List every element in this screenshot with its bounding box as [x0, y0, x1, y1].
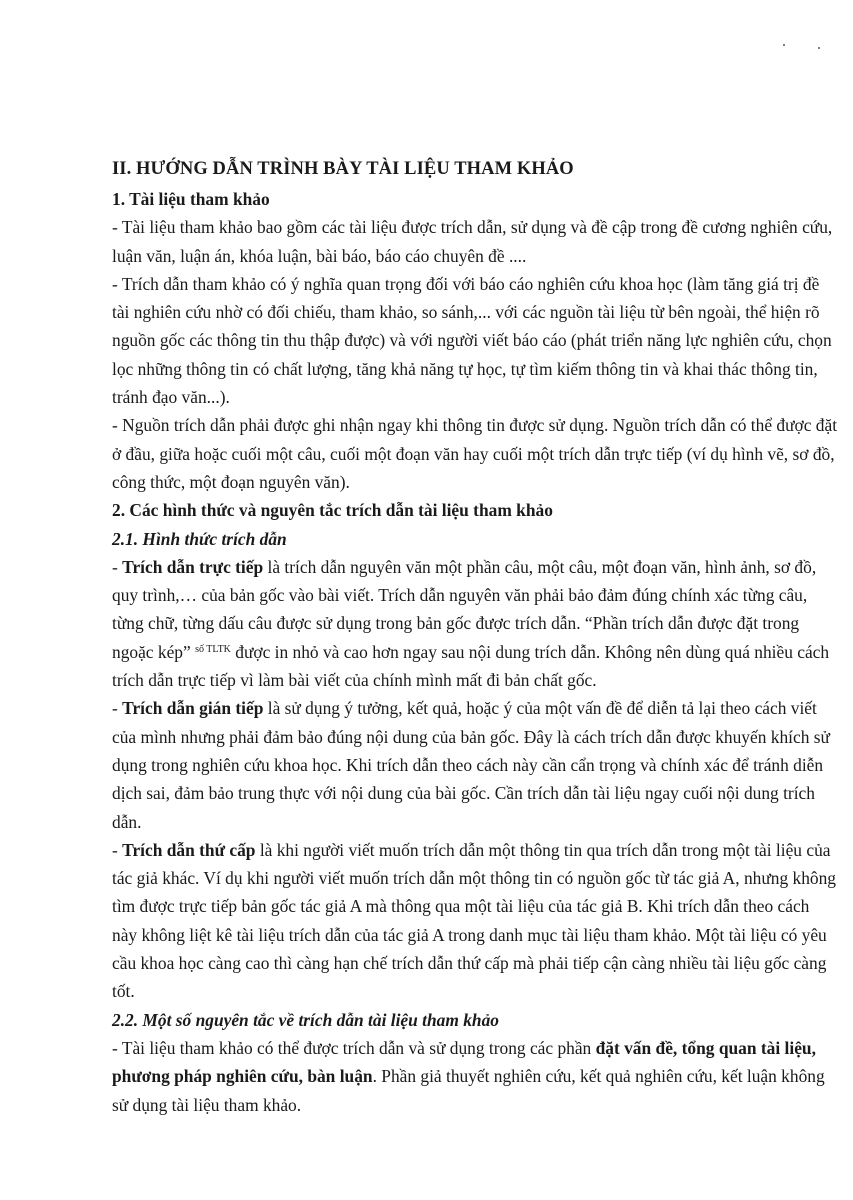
secondary-text: là khi người viết muốn trích dẫn một thông tin qua trích dẫn trong một tài liệu của tác giả khác. Ví dụ khi người viết muốn trích dẫn một thông tin có nguồn gốc từ tác giả A, nhưng không tìm được trực tiếp bản gốc tác giả A mà thông qua một tài liệu của tác giả B. Khi trích dẫn theo cách này không liệt kê tài liệu trích dẫn của tác giả A trong danh mục tài liệu tham khảo. Một tài liệu có yêu cầu khoa học càng cao thì càng hạn chế trích dẫn thứ cấp mà phải tiếp cận càng nhiều tài liệu gốc càng tốt.: [112, 839, 836, 1002]
principle-text-a: - Tài liệu tham khảo có thể được trích dẫn và sử dụng trong các phần: [112, 1037, 596, 1058]
paragraph-definition: - Tài liệu tham khảo bao gồm các tài liệu được trích dẫn, sử dụng và đề cập trong đề cương nghiên cứu, luận văn, luận án, khóa luận, bài báo, báo cáo chuyên đề ....: [112, 217, 833, 266]
dash: -: [112, 556, 123, 577]
scan-speck: [783, 44, 785, 46]
subheading-citation-forms: 2.1. Hình thức trích dẫn: [112, 528, 287, 549]
paragraph-indirect-citation: [112, 694, 838, 835]
term-direct-citation: Trích dẫn trực tiếp: [122, 556, 264, 577]
paragraph-direct-citation: [112, 553, 838, 694]
principle-bold: đặt vấn đề, tổng quan tài liệu, phương pháp nghiên cứu, bàn luận: [112, 1037, 816, 1087]
section-title: II. HƯỚNG DẪN TRÌNH BÀY TÀI LIỆU THAM KHẢO: [112, 159, 574, 179]
dash: -: [112, 698, 123, 719]
heading-citation-forms: 2. Các hình thức và nguyên tắc trích dẫn tài liệu tham khảo: [112, 500, 553, 521]
paragraph-importance: - Trích dẫn tham khảo có ý nghĩa quan trọng đối với báo cáo nghiên cứu khoa học (làm tăng giá trị đề tài nghiên cứu nhờ có đối chiếu, tham khảo, so sánh,... với các nguồn tài liệu từ bên ngoài, thể hiện rõ nguồn gốc các thông tin thu thập được) và với người viết báo cáo (phát triển năng lực nghiên cứu, chọn lọc những thông tin có chất lượng, tăng khả năng tự học, tự tìm kiếm thông tin và khai thác thông tin, tránh đạo văn...).: [112, 273, 832, 408]
direct-text-b: được in nhỏ và cao hơn ngay sau nội dung trích dẫn. Không nên dùng quá nhiều cách trích dẫn trực tiếp vì làm bài viết của chính mình mất đi bản chất gốc.: [112, 641, 830, 691]
citation-superscript: số TLTK: [195, 643, 231, 655]
direct-text-a: là trích dẫn nguyên văn một phần câu, một câu, một đoạn văn, hình ảnh, sơ đồ, quy trình,… của bản gốc vào bài viết. Trích dẫn nguyên văn phải bảo đảm đúng chính xác từng câu, từng chữ, từng dấu câu được sử dụng trong bản gốc được trích dẫn. “Phần trích dẫn được đặt trong ngoặc kép”: [112, 556, 817, 662]
paragraph-secondary-citation: [112, 836, 838, 1006]
scan-speck: [818, 47, 820, 49]
heading-references: 1. Tài liệu tham khảo: [112, 189, 270, 209]
subheading-citation-principles: 2.2. Một số nguyên tắc về trích dẫn tài liệu tham khảo: [112, 1009, 499, 1030]
principle-text-b: . Phần giả thuyết nghiên cứu, kết quả nghiên cứu, kết luận không sử dụng tài liệu tham khảo.: [112, 1066, 825, 1115]
term-secondary-citation: Trích dẫn thứ cấp: [122, 839, 256, 860]
paragraph-source-placement: - Nguồn trích dẫn phải được ghi nhận ngay khi thông tin được sử dụng. Nguồn trích dẫn có thể được đặt ở đầu, giữa hoặc cuối một câu, cuối một đoạn văn hay cuối một trích dẫn trực tiếp (ví dụ hình vẽ, sơ đồ, công thức, một đoạn nguyên văn).: [112, 415, 838, 492]
indirect-text: là sử dụng ý tưởng, kết quả, hoặc ý của một vấn đề để diễn tả lại theo cách viết của mình nhưng phải đảm bảo đúng nội dung của bản gốc. Đây là cách trích dẫn được khuyến khích sử dụng trong nghiên cứu khoa học. Khi trích dẫn theo cách này cần cẩn trọng và chính xác để tránh diễn dịch sai, đảm bảo trung thực với nội dung của bài gốc. Cần trích dẫn tài liệu ngay cuối nội dung trích dẫn.: [112, 698, 830, 832]
term-indirect-citation: Trích dẫn gián tiếp: [122, 698, 264, 719]
dash: -: [112, 839, 123, 860]
paragraph-principle: [112, 1034, 838, 1119]
document-body: [112, 156, 838, 1119]
